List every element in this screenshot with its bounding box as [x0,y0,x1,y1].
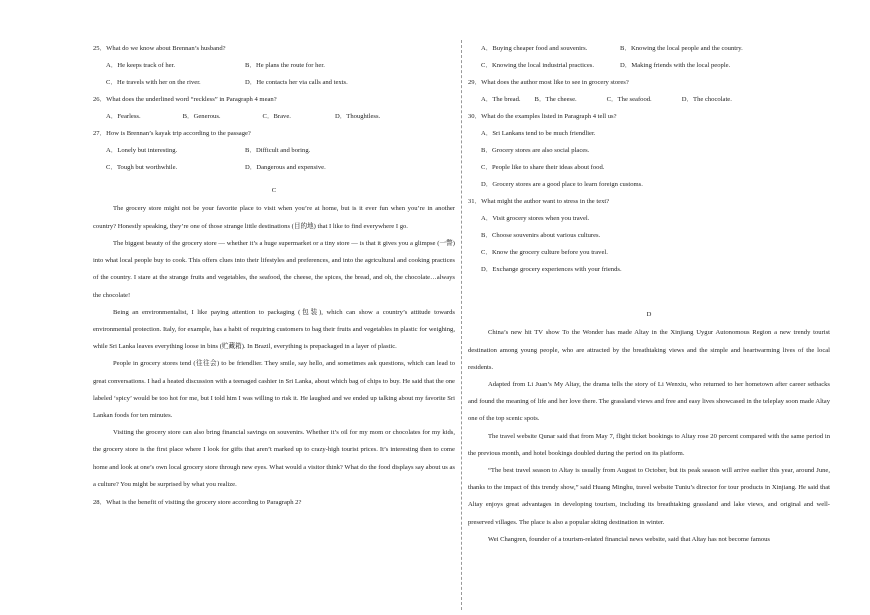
question-31-stem: 31．What might the author want to stress in the text? [468,197,610,205]
option-27-a: A．Lonely but interesting. [106,146,178,154]
question-25-options-row-1 [93,61,455,72]
question-27-options-row-2 [93,163,455,174]
column-divider [461,40,462,610]
passage-d-paragraph-3: The travel website Qunar said that from May 7, flight ticket bookings to Altay rose 20 percent compared with the same period in the previous month, and hotel bookings doubled during the period on its platform. [468,432,830,457]
section-d-heading: D [646,310,652,318]
option-26-c: C．Brave. [262,112,291,120]
passage-c-paragraph-2: The biggest beauty of the grocery store — whether it’s a huge supermarket or a tiny store — is that it gives you a glimpse (一瞥) into what local people buy to cook. This offers clues into their lifestyles and preferences, and into the agricultural and cooking practices of the country. I stare at the strange fruits and vegetables, the seafood, the cheese, the spices, the bread, and oh, the chocolate…always the chocolate! [93,239,455,299]
option-31-a: A．Visit grocery stores when you travel. [481,214,590,222]
option-27-d: D．Dangerous and expensive. [245,163,326,171]
option-29-c: C．The seafood. [606,95,652,103]
option-28-d: D．Making friends with the local people. [620,61,731,69]
passage-c-paragraph-1: The grocery store might not be your favorite place to visit when you’re at home, but is it ever fun when you’re in another country? Honestly speaking, they’re one of those strange little destinations (目的地) that I like to find everywhere I go. [93,205,455,230]
question-27-stem: 27．How is Brennan’s kayak trip according to the passage? [93,129,251,137]
option-26-b: B．Generous. [182,112,221,120]
passage-c-paragraph-4: People in grocery stores tend (往往会) to be friendlier. They smile, say hello, and sometimes ask questions, which can lead to great conversations. I had a heated discussion with a teenaged cashier in Sri Lanka, about which bag of chips to buy. He said that the one labeled ‘spicy’ would be too hot for me, but I told him I was willing to risk it. He laughed and we ended up talking about my favorite Sri Lankan foods for ten minutes. [93,360,455,419]
left-column [93,44,455,515]
right-column [468,44,830,548]
passage-d-paragraph-5: Wei Changren, founder of a tourism-related financial news website, said that Altay has not become famous [488,535,770,543]
option-27-c: C．Tough but worthwhile. [106,163,178,171]
question-29-stem: 29．What does the author most like to see in grocery stores? [468,78,629,86]
question-29-options [468,95,830,106]
option-29-d: D．The chocolate. [681,95,732,103]
option-28-c: C．Knowing the local industrial practices. [481,61,594,69]
option-30-a: A．Sri Lankans tend to be much friendlier. [481,129,596,137]
option-25-a: A．He keeps track of her. [106,61,176,69]
option-30-b: B．Grocery stores are also social places. [481,146,590,154]
question-26-options [93,112,455,123]
question-25-options-row-2 [93,78,455,89]
question-27-options-row-1 [93,146,455,157]
option-29-b: B．The cheese. [534,95,577,103]
option-31-b: B．Choose souvenirs about various cultures. [481,231,601,239]
passage-d-paragraph-1: China’s new hit TV show To the Wonder has made Altay in the Xinjiang Uygur Autonomous Region a new trendy tourist destination among young people, who are attracted by the breathtaking views and the simple and heartwarming lives of the local residents. [468,329,830,371]
passage-c-paragraph-3: Being an environmentalist, I like paying attention to packaging (包装), which can show a country’s attitude towards environmental protection. Italy, for example, has a habit of requiring customers to bag their fruits and vegetables in plastic for weighing, while Sri Lanka leaves everything loose in bins (贮藏箱). In Brazil, everything is prepackaged in a layer of plastic. [93,308,455,351]
passage-c-paragraph-5: Visiting the grocery store can also bring financial savings on souvenirs. Whether it’s oil for my mom or chocolates for my kids, the grocery store is the first place where I look for gifts that aren’t marked up to crazy-high tourist prices. It’s interesting then to come home and look at one’s own local grocery store through new eyes. What would a visitor think? What do the food displays say about us as a culture? You might be surprised by what you realize. [93,429,455,488]
question-26-stem: 26．What does the underlined word “reckless” in Paragraph 4 mean? [93,95,277,103]
option-31-d: D．Exchange grocery experiences with your friends. [481,265,622,273]
question-28-options-row-2 [468,61,830,72]
passage-d-paragraph-4: “The best travel season to Altay is usually from August to October, but its peak season will arrive earlier this year, around June, thanks to the impact of this trendy show,” said Huang Minghu, travel website Tuniu’s director for tour products in Xinjiang. He said that Altay enjoys great advantages in developing tourism, including its breathtaking grassland and lake views, and original and well-preserved villages. The place is also a popular skiing destination in winter. [468,467,830,526]
passage-d-paragraph-2: Adapted from Li Juan’s My Altay, the drama tells the story of Li Wenxiu, who returned to her hometown after career setbacks and found the meaning of life and her love there. The grassland views and free and easy lives showcased in the teleplay soon made Altay one of the top scenic spots. [468,381,830,423]
option-26-d: D．Thoughtless. [334,112,381,120]
option-30-c: C．People like to share their ideas about food. [481,163,605,171]
question-25-stem: 25．What do we know about Brennan’s husband? [93,45,226,52]
option-28-b: B．Knowing the local people and the country. [620,45,743,52]
option-25-d: D．He contacts her via calls and texts. [245,78,348,86]
option-26-a: A．Fearless. [106,112,141,120]
section-c-heading: C [271,186,277,194]
option-30-d: D．Grocery stores are a good place to learn foreign customs. [481,180,643,188]
option-25-b: B．He plans the route for her. [245,61,325,69]
question-28-stem: 28．What is the benefit of visiting the grocery store according to Paragraph 2? [93,498,302,506]
option-27-b: B．Difficult and boring. [245,146,311,154]
option-28-a: A．Buying cheaper food and souvenirs. [481,45,588,52]
question-30-stem: 30．What do the examples listed in Paragraph 4 tell us? [468,112,617,120]
option-29-a: A．The bread. [481,95,521,103]
option-25-c: C．He travels with her on the river. [106,78,201,86]
question-28-options-row-1 [468,44,830,55]
option-31-c: C．Know the grocery culture before you travel. [481,248,608,256]
